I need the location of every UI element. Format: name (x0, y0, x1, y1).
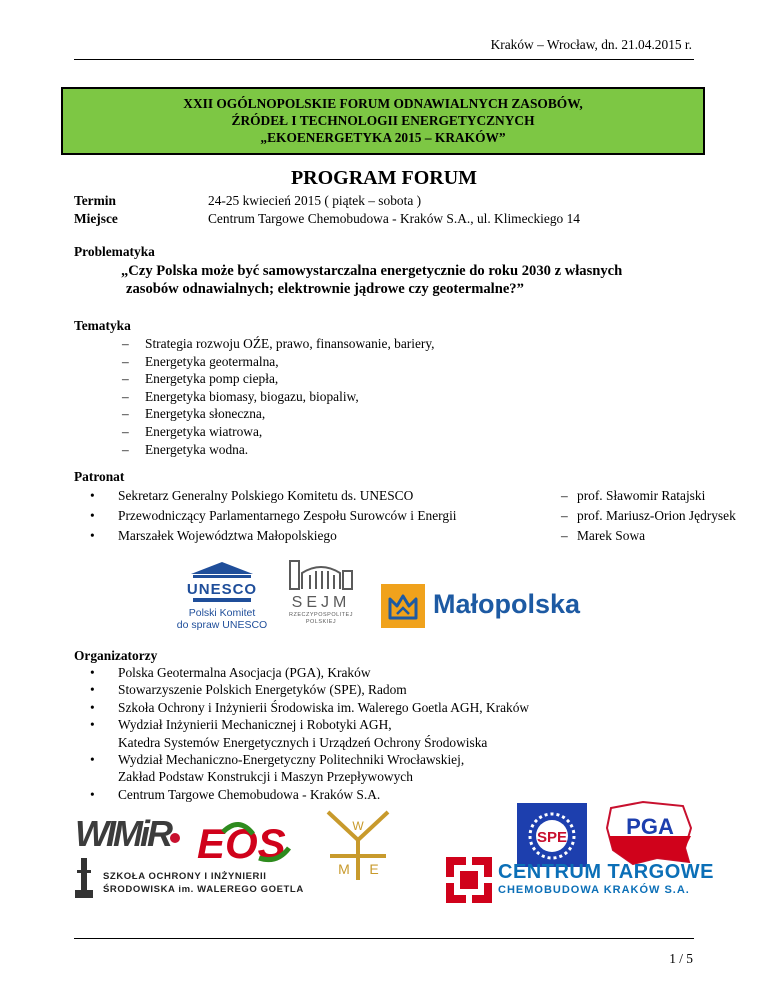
bullet-icon: • (90, 528, 95, 543)
termin-value: 24-25 kwiecień 2015 ( piątek – sobota ) (208, 193, 422, 208)
termin-label: Termin (74, 193, 116, 208)
centrum-line-1: CENTRUM TARGOWE (498, 861, 714, 883)
malopolska-word: Małopolska (433, 589, 581, 619)
list-item: – Energetyka słoneczna, (122, 405, 435, 423)
dash-separator: – (561, 508, 568, 523)
footer-divider (74, 938, 694, 939)
list-item: – Strategia rozwoju OŹE, prawo, finansowanie, bariery, (122, 335, 435, 353)
organizatorzy-list (90, 664, 529, 803)
wme-m: M (338, 861, 350, 877)
org-text: Polska Geotermalna Asocjacja (PGA), Kraków (118, 665, 371, 680)
org-text: Wydział Mechaniczno-Energetyczny Politechniki Wrocławskiej, (118, 752, 465, 768)
unesco-temple-icon (163, 560, 281, 604)
list-item: – Energetyka biomasy, biogazu, biopaliw, (122, 388, 435, 406)
patronat-role: Przewodniczący Parlamentarnego Zespołu Surowców i Energii (118, 508, 457, 523)
centrum-line-2: CHEMOBUDOWA KRAKÓW S.A. (498, 884, 690, 896)
pga-word: PGA (626, 814, 674, 839)
sejm-sub-1: RZECZYPOSPOLITEJ (289, 612, 353, 618)
list-item (90, 681, 529, 698)
list-item-continuation (90, 768, 529, 785)
wme-e: E (369, 861, 379, 877)
list-item (90, 751, 529, 768)
unesco-logo (163, 560, 281, 632)
list-item (90, 716, 529, 733)
centrum-mark-icon (446, 857, 492, 903)
list-item: – Energetyka wodna. (122, 441, 435, 459)
patronat-label: Patronat (74, 469, 125, 484)
szkola-line-1: SZKOŁA OCHRONY I INŻYNIERII (103, 871, 267, 882)
header-divider (74, 59, 694, 60)
wimir-word: WIMiR (75, 813, 170, 854)
question-line-1: „Czy Polska może być samowystarczalna energetycznie do roku 2030 z własnych (121, 263, 623, 279)
title-line-1: XXII OGÓLNOPOLSKIE FORUM ODNAWIALNYCH ZASOBÓW, (183, 96, 583, 111)
wme-mark-icon (322, 808, 394, 884)
list-item (90, 664, 529, 681)
eos-word: EOS (197, 820, 286, 864)
spe-word: SPE (536, 829, 568, 846)
miejsce-value: Centrum Targowe Chemobudowa - Kraków S.A., ul. Klimeckiego 14 (208, 211, 580, 226)
wme-logo (322, 808, 394, 884)
malopolska-crown-icon (381, 584, 425, 628)
szkola-logo (73, 856, 303, 900)
centrum-targowe-logo (446, 857, 714, 903)
patronat-row (90, 486, 706, 506)
wme-w: W (352, 819, 364, 833)
title-line-3: „EKOENERGETYKA 2015 – KRAKÓW” (260, 130, 506, 145)
patronat-name: Marek Sowa (577, 528, 646, 543)
page-number: 1 / 5 (669, 951, 693, 966)
patronat-role: Sekretarz Generalny Polskiego Komitetu ds. UNESCO (118, 488, 414, 503)
patronat-list (90, 486, 736, 546)
tematyka-list (122, 335, 435, 458)
patronat-name: prof. Sławomir Ratajski (577, 488, 706, 503)
tower-icon (73, 856, 95, 900)
miejsce-label: Miejsce (74, 211, 118, 226)
szkola-line-2: ŚRODOWISKA im. WALEREGO GOETLA (103, 884, 304, 895)
dash-separator: – (561, 488, 568, 503)
bullet-icon: • (90, 665, 95, 680)
problematyka-label: Problematyka (74, 244, 155, 259)
bullet-icon: • (90, 508, 95, 523)
bullet-icon: • (90, 717, 95, 733)
bullet-icon: • (90, 699, 95, 715)
patronat-role: Marszałek Województwa Małopolskiego (118, 528, 337, 543)
bullet-icon: • (90, 786, 95, 802)
list-item (90, 786, 529, 803)
org-text: Katedra Systemów Energetycznych i Urządzeń Ochrony Środowiska (118, 734, 488, 750)
title-line-2: ŹRÓDEŁ I TECHNOLOGII ENERGETYCZNYCH (231, 113, 535, 128)
patronat-row (90, 506, 736, 526)
tematyka-label: Tematyka (74, 318, 131, 333)
org-text: Wydział Inżynierii Mechanicznej i Robotyki AGH, (118, 717, 392, 733)
list-item: – Energetyka pomp ciepła, (122, 370, 435, 388)
patronat-row (90, 526, 670, 546)
sejm-logo (284, 557, 358, 637)
list-item (90, 699, 529, 716)
unesco-line-1: Polski Komitet (188, 607, 256, 619)
list-item-continuation (90, 734, 529, 751)
bullet-icon: • (90, 682, 95, 698)
unesco-line-2: do spraw UNESCO (176, 619, 268, 631)
organizatorzy-label: Organizatorzy (74, 648, 158, 663)
bullet-icon: • (90, 752, 95, 768)
patronat-name: prof. Mariusz-Orion Jędrysek (577, 508, 736, 523)
org-text: Centrum Targowe Chemobudowa - Kraków S.A. (118, 786, 381, 802)
org-text: Zakład Podstaw Konstrukcji i Maszyn Przepływowych (118, 769, 413, 785)
list-item: – Energetyka wiatrowa, (122, 423, 435, 441)
forum-title-box (61, 87, 705, 155)
question-line-2: zasobów odnawialnych; elektrownie jądrowe czy geotermalne?” (126, 281, 524, 297)
org-text: Stowarzyszenie Polskich Energetyków (SPE), Radom (118, 682, 407, 698)
org-text: Szkoła Ochrony i Inżynierii Środowiska im. Walerego Goetla AGH, Kraków (118, 699, 530, 715)
program-title: PROGRAM FORUM (290, 167, 478, 189)
sejm-word: SEJM (291, 594, 351, 611)
sejm-building-icon (284, 557, 358, 591)
malopolska-logo (381, 584, 603, 628)
problematyka-question (121, 262, 701, 298)
bullet-icon: • (90, 488, 95, 503)
dash-separator: – (561, 528, 568, 543)
header-place-date: Kraków – Wrocław, dn. 21.04.2015 r. (490, 37, 692, 52)
unesco-word: UNESCO (186, 581, 258, 598)
list-item: – Energetyka geotermalna, (122, 353, 435, 371)
sejm-sub-2: POLSKIEJ (305, 619, 337, 625)
wimir-logo (73, 812, 189, 854)
wimir-mark-icon (73, 812, 189, 854)
